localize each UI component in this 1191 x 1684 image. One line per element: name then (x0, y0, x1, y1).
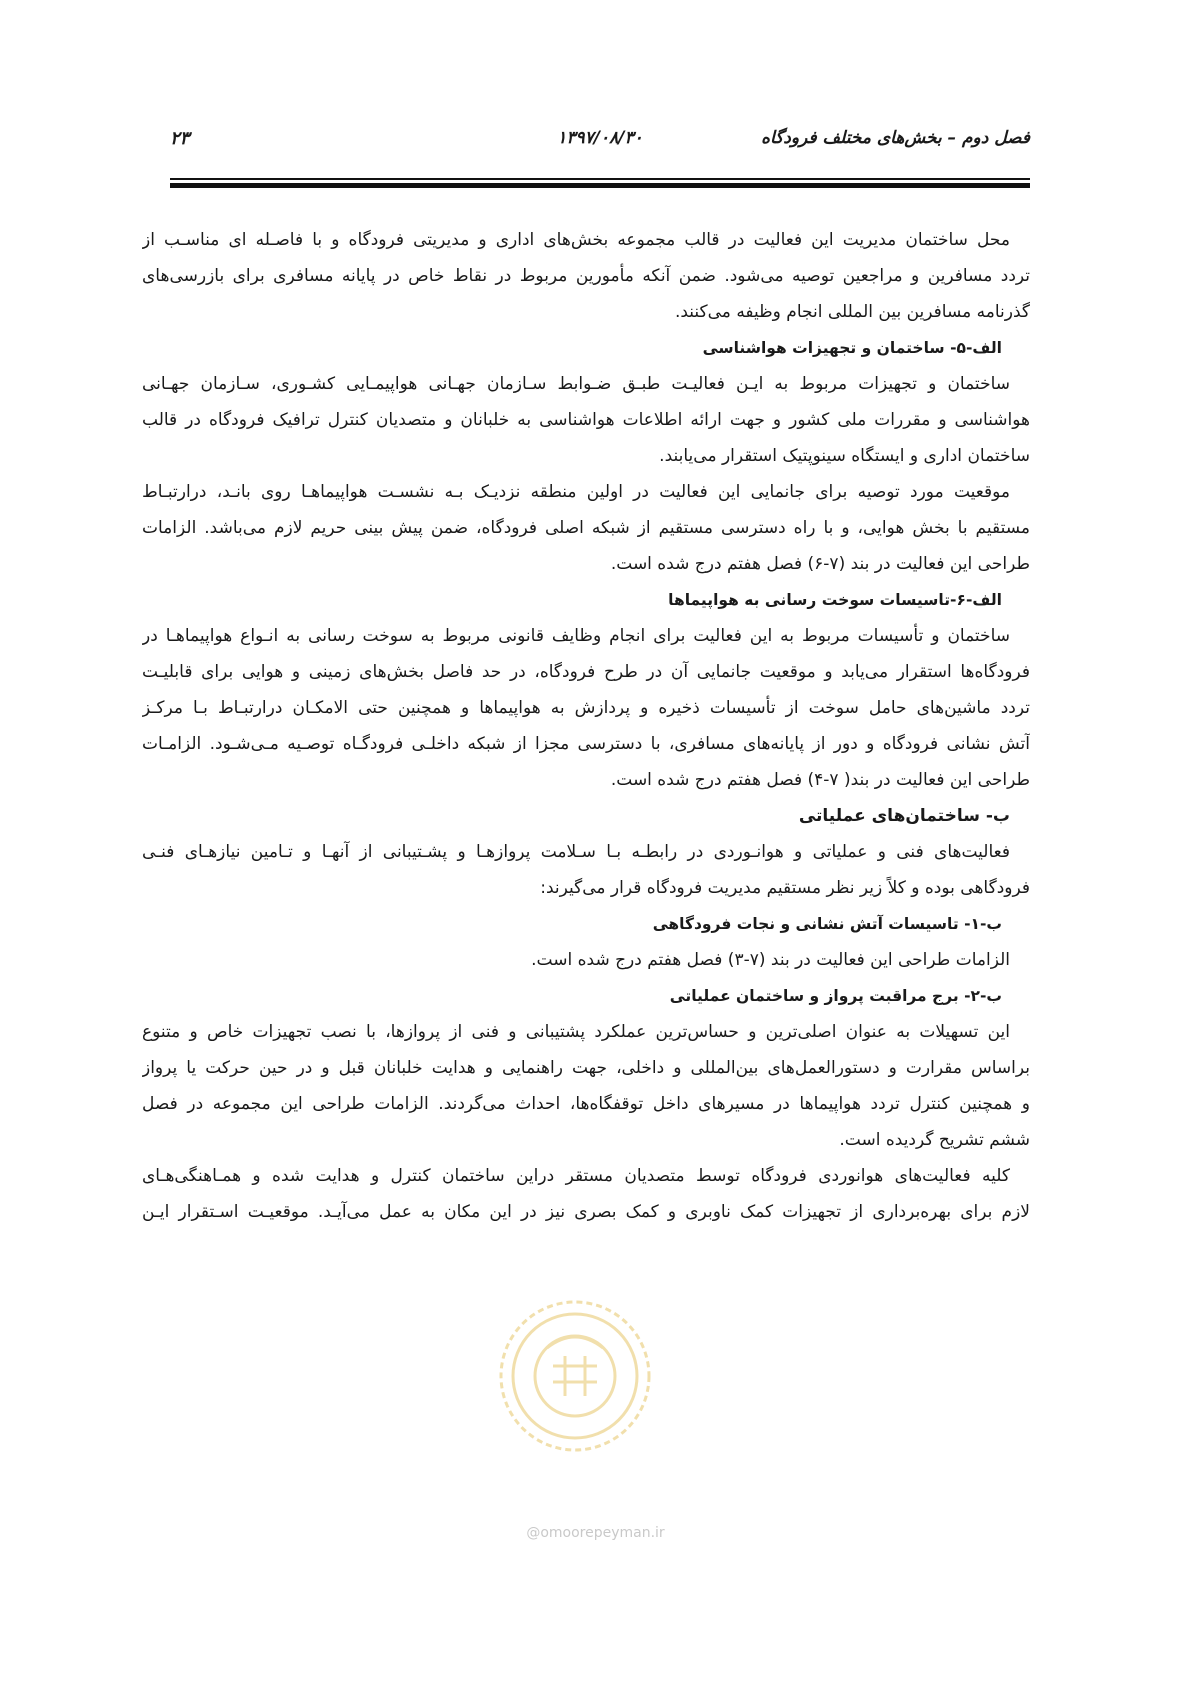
section-heading-a5: الف-۵- ساختمان و تجهیزات هواشناسی (702, 339, 1002, 357)
paragraph-line: ساختمان و تجهیزات مربوط به ایـن فعالیـت طبـق ضـوابط سـازمان جهـانی هواپیمـایی کشـوری، سـازمان جهـانی (142, 374, 1010, 394)
paragraph-line: فعالیت‌های فنی و عملیاتی و هوانـوردی در رابطـه بـا سـلامت پروازهـا و پشـتیبانی از آنهـا و تـامین نیازهـای فنـی (142, 842, 1010, 862)
paragraph-line: طراحی این فعالیت در بند (۷-۶) فصل هفتم درج شده است. (610, 554, 1030, 574)
paragraph-line: طراحی این فعالیت در بند( ۷-۴) فصل هفتم درج شده است. (610, 770, 1030, 790)
paragraph-line: تردد ماشین‌های حامل سوخت از تأسیسات ذخیره و پردازش به هواپیماها و همچنین حتی الامکـان درارتبـاط بـا مرکـز (142, 698, 1030, 718)
paragraph-line: مستقیم با بخش هوایی، و با راه دسترسی مستقیم از شبکه اصلی فرودگاه، ضمن پیش بینی حریم لازم می‌باشد. الزامات (142, 518, 1030, 538)
section-heading-b: ب- ساختمان‌های عملیاتی (798, 806, 1010, 826)
omoore-peyman-seal-icon (495, 1296, 655, 1456)
header-date: ۱۳۹۷/۰۸/۳۰ (557, 128, 643, 148)
paragraph-line: و همچنین کنترل تردد هواپیماها در مسیرهای داخل توقفگاه‌ها، احداث می‌گردند. الزامات طراحی این مجموعه در فصل (142, 1094, 1030, 1114)
paragraph-line: هواشناسی و مقررات ملی کشور و جهت ارائه اطلاعات هواشناسی به خلبانان و متصدیان کنترل ترافیک فرودگاه در قالب (142, 410, 1030, 430)
section-heading-b2: ب-۲- برج مراقبت پرواز و ساختمان عملیاتی (669, 987, 1002, 1005)
chapter-title: فصل دوم – بخش‌های مختلف فرودگاه (761, 128, 1030, 148)
paragraph-line: گذرنامه مسافرین بین المللی انجام وظیفه می‌کنند. (674, 302, 1030, 322)
header-rule-thin (170, 178, 1030, 180)
page-header (170, 128, 1030, 158)
paragraph-line: فرودگاهی بوده و کلاً زیر نظر مستقیم مدیریت فرودگاه قرار می‌گیرند: (540, 878, 1030, 898)
paragraph-line: ششم تشریح گردیده است. (839, 1130, 1030, 1150)
paragraph-line: آتش نشانی فرودگاه و دور از پایانه‌های مسافری، با دسترسی مجزا از شبکه داخلـی فرودگـاه توصـیه مـی‌شـود. الزامـات (142, 734, 1030, 754)
page-body (142, 222, 1030, 1230)
paragraph-line: محل ساختمان مدیریت این فعالیت در قالب مجموعه بخش‌های اداری و مدیریتی فرودگاه و با فاصـله ای مناسـب از (142, 230, 1010, 250)
paragraph-line: ساختمان و تأسیسات مربوط به این فعالیت برای انجام وظایف قانونی مربوط به سوخت رسانی به انـواع هواپیماهـا در (142, 626, 1010, 646)
paragraph-line: لازم برای بهره‌برداری از تجهیزات کمک ناوبری و کمک بصری نیز در این مکان به عمل می‌آیـد. موقعیـت اسـتقرار ایـن (142, 1202, 1030, 1222)
paragraph-line: فرودگاه‌ها استقرار می‌یابد و موقعیت جانمایی آن در طرح فرودگاه، در حد فاصل بخش‌های زمینی و هوایی برای قابلیـت (142, 662, 1030, 682)
paragraph-line: تردد مسافرین و مراجعین توصیه می‌شود. ضمن آنکه مأمورین مربوط در نقاط خاص در پایانه مسافری برای بازرسی‌های (142, 266, 1030, 286)
paragraph-line: کلیه فعالیت‌های هوانوردی فرودگاه توسط متصدیان مستقر دراین ساختمان کنترل و هدایت شده و همـاهنگی‌هـای (142, 1166, 1010, 1186)
paragraph-line: براساس مقرارت و دستورالعمل‌های بین‌المللی و داخلی، جهت راهنمایی و هدایت خلبانان قبل و در حین حرکت یا پرواز (142, 1058, 1030, 1078)
section-heading-b1: ب-۱- تاسیسات آتش نشانی و نجات فرودگاهی (652, 915, 1002, 933)
paragraph-line: الزامات طراحی این فعالیت در بند (۷-۳) فصل هفتم درج شده است. (531, 950, 1010, 970)
header-rule-thick (170, 183, 1030, 188)
section-heading-a6: الف-۶-تاسیسات سوخت رسانی به هواپیماها (668, 591, 1002, 609)
paragraph-line: ساختمان اداری و ایستگاه سینوپتیک استقرار می‌یابند. (659, 446, 1030, 466)
watermark-url: @omoorepeyman.ir (526, 1525, 665, 1541)
paragraph-line: این تسهیلات به عنوان اصلی‌ترین و حساس‌ترین عملکرد پشتیبانی و فنی از پروازها، با نصب تجهیزات خاص و متنوع (142, 1022, 1010, 1042)
page-number: ۲۳ (170, 128, 190, 149)
paragraph-line: موقعیت مورد توصیه برای جانمایی این فعالیت در اولین منطقه نزدیـک بـه نشسـت هواپیماهـا روی بانـد، درارتبـاط (142, 482, 1010, 502)
